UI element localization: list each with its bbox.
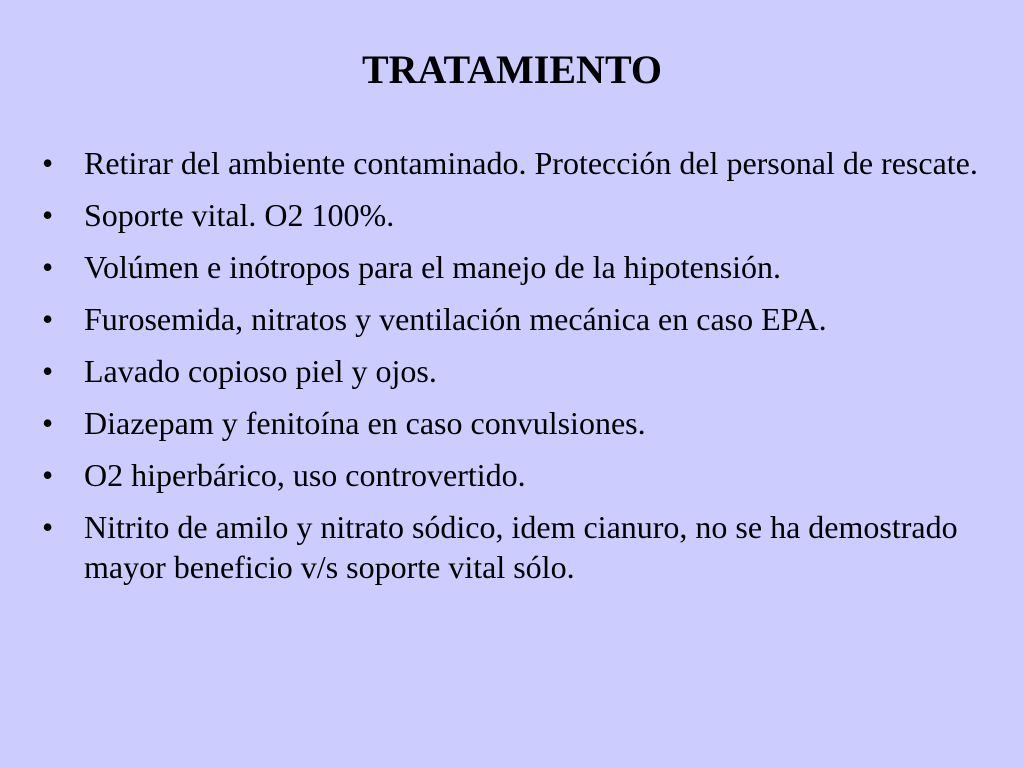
bullet-text: Volúmen e inótropos para el manejo de la hipotensión. bbox=[84, 249, 782, 285]
bullet-item bbox=[42, 403, 992, 443]
bullet-icon: • bbox=[42, 197, 54, 233]
bullet-item bbox=[42, 507, 992, 587]
bullet-icon: • bbox=[42, 457, 54, 493]
bullet-text: Furosemida, nitratos y ventilación mecánica en caso EPA. bbox=[84, 301, 827, 337]
bullet-item bbox=[42, 455, 992, 495]
bullet-icon: • bbox=[42, 509, 54, 545]
bullet-item bbox=[42, 195, 992, 235]
bullet-text: Nitrito de amilo y nitrato sódico, idem cianuro, no se ha demostrado mayor beneficio v/s soporte vital sólo. bbox=[84, 509, 958, 585]
bullet-item bbox=[42, 299, 992, 339]
bullet-item bbox=[42, 143, 992, 183]
bullet-item bbox=[42, 351, 992, 391]
bullet-text: Lavado copioso piel y ojos. bbox=[84, 353, 437, 389]
bullet-icon: • bbox=[42, 353, 54, 389]
bullet-icon: • bbox=[42, 249, 54, 285]
bullet-text: Retirar del ambiente contaminado. Protección del personal de rescate. bbox=[84, 145, 978, 181]
bullet-text: O2 hiperbárico, uso controvertido. bbox=[84, 457, 526, 493]
bullet-item bbox=[42, 247, 992, 287]
slide-title: TRATAMIENTO bbox=[361, 47, 663, 92]
bullet-list bbox=[42, 143, 992, 599]
bullet-text: Diazepam y fenitoína en caso convulsiones. bbox=[84, 405, 646, 441]
bullet-icon: • bbox=[42, 301, 54, 337]
bullet-text: Soporte vital. O2 100%. bbox=[84, 197, 395, 233]
bullet-icon: • bbox=[42, 405, 54, 441]
bullet-icon: • bbox=[42, 145, 54, 181]
